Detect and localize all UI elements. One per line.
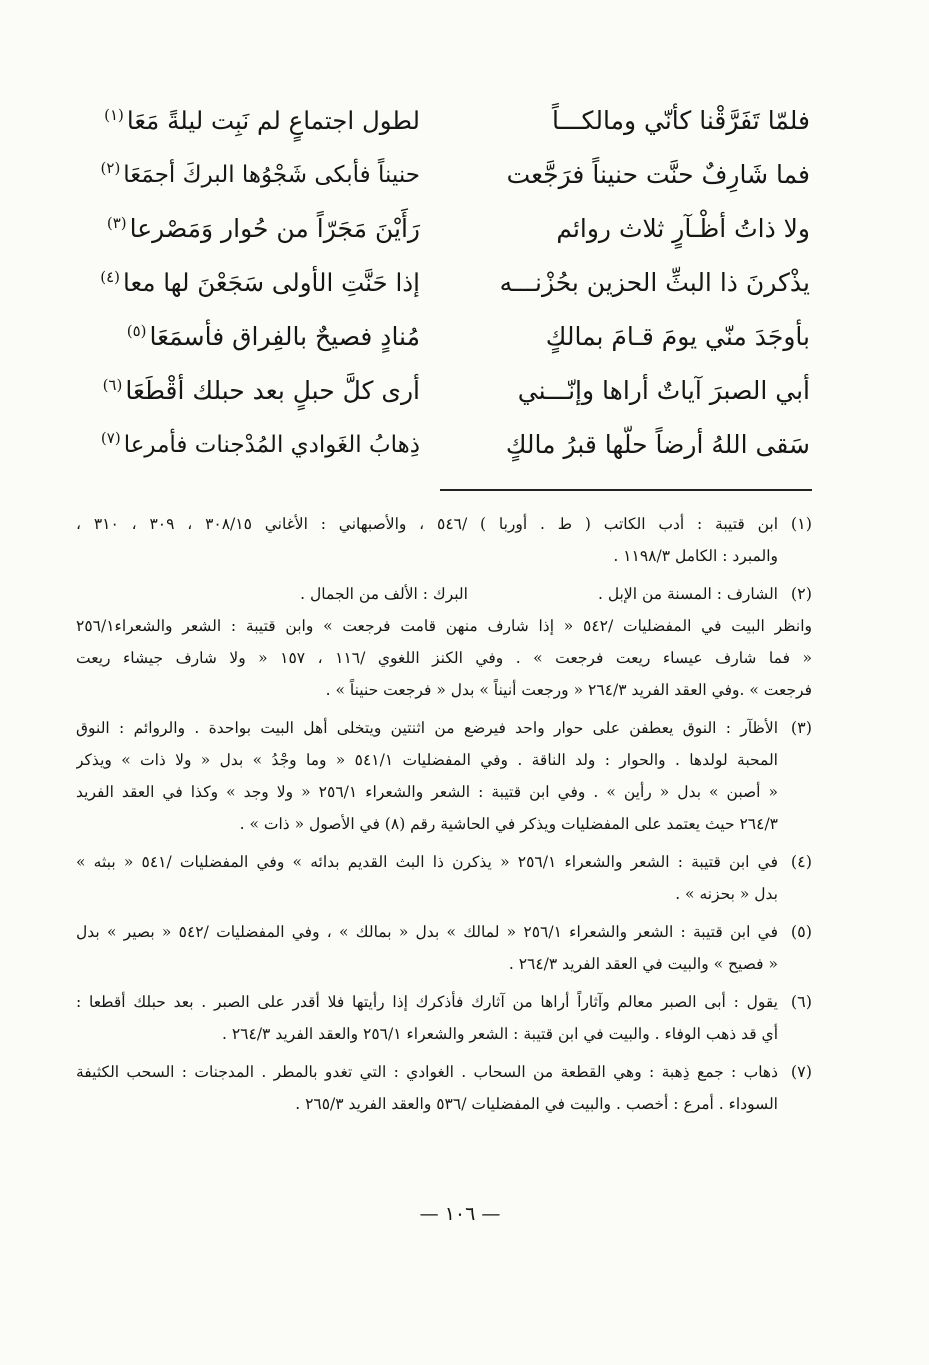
footnote xyxy=(76,1056,812,1120)
footnote-gloss: البرك : الألف من الجمال . xyxy=(300,585,468,603)
verse-first-hemistich: فلمّا تَفَرَّقْنا كأنّي ومالكـــاً xyxy=(551,106,810,135)
footnote-reference: (٦) xyxy=(102,375,123,394)
footnote-number: (٤) xyxy=(790,852,812,871)
verse-row xyxy=(70,368,810,422)
footnote-number: (٣) xyxy=(790,718,812,737)
footnote-line: ذهاب : جمع ذِهبة : وهي القطعة من السحاب . الغوادي : التي تغدو بالمطر . المدجنات : السحب الكثيفة xyxy=(76,1063,778,1081)
footnote-line: « أصبن » بدل « رأين » . وفي ابن قتيبة : الشعر والشعراء ٢٥٦/١ « ولا وجد » وكذا في العقد الفريد xyxy=(76,783,778,801)
footnote-reference: (١) xyxy=(104,105,124,124)
footnote-line: وانظر البيت في المفضليات /٥٤٢ « إذا شارف منهن قامت فرجعت » وابن قتيبة : الشعر والشعراء٢٥٦/١ xyxy=(76,617,812,635)
verse-row xyxy=(70,206,810,260)
verse-row xyxy=(70,152,810,206)
footnote-number: (١) xyxy=(790,514,812,533)
verse-second-text: مُنادٍ فصيحٌ بالفِراق فأسمَعَا xyxy=(149,322,420,351)
footnote-reference: (٢) xyxy=(100,159,121,178)
footnote-reference: (٥) xyxy=(126,321,147,340)
footnote-body xyxy=(76,916,778,980)
footnote-body xyxy=(76,1056,778,1120)
footnote-gloss-row xyxy=(76,578,778,610)
footnote-body xyxy=(76,578,778,610)
footnote-number: (٥) xyxy=(790,922,812,941)
verse-second-hemistich xyxy=(100,152,420,198)
footnote-number: (٧) xyxy=(790,1062,812,1081)
verse-first-hemistich: فما شَارِفٌ حنَّت حنيناً فرَجَّعت xyxy=(506,160,810,189)
footnote-line: ابن قتيبة : أدب الكاتب ( ط . أوربا ) /٥٤٦ ، والأصبهاني : الأغاني ٣٠٨/١٥ ، ٣٠٩ ، ٣١٠ ، xyxy=(76,515,778,533)
footnote-divider xyxy=(440,489,812,491)
verse-row xyxy=(70,98,810,152)
footnote-line: « فصيح » والبيت في العقد الفريد ٢٦٤/٣ . xyxy=(508,955,778,973)
footnote-reference: (٤) xyxy=(100,267,121,286)
verse-row xyxy=(70,314,810,368)
page-number: — ١٠٦ — xyxy=(419,1203,501,1225)
footnote-line: ٢٦٤/٣ حيث يعتمد على المفضليات ويذكر في الحاشية رقم (٨) في الأصول « ذات » . xyxy=(239,815,778,833)
verse-first-hemistich: ولا ذاتُ أظْـآرٍ ثلاث روائم xyxy=(556,214,810,243)
footnote-body xyxy=(76,508,778,572)
verse-second-hemistich xyxy=(100,98,420,144)
footnotes xyxy=(76,508,812,1126)
footnote-line: السوداء . أمرع : أخصب . والبيت في المفضليات /٥٣٦ والعقد الفريد ٢٦٥/٣ . xyxy=(295,1095,778,1113)
footnote xyxy=(76,846,812,910)
footnote-reference: (٧) xyxy=(100,429,121,448)
footnote xyxy=(76,712,812,840)
footnote-line: بدل « بحزنه » . xyxy=(675,885,778,903)
footnote-line: أي قد ذهب الوفاء . والبيت في ابن قتيبة : الشعر والشعراء ٢٥٦/١ والعقد الفريد ٢٦٤/٣ . xyxy=(222,1025,778,1043)
footnote-body xyxy=(76,610,812,706)
verse-first-hemistich: أبي الصبرَ آياتٌ أراها وإنّـــني xyxy=(517,376,810,405)
footnote-gloss: الشارف : المسنة من الإبل . xyxy=(597,585,778,603)
verse-second-hemistich xyxy=(100,206,420,252)
verse-row xyxy=(70,422,810,476)
verse-second-text: حنيناً فأبكى شَجْوُها البركَ أجمَعَا xyxy=(123,162,420,188)
verse-second-hemistich xyxy=(100,422,420,468)
footnote-line: والمبرد : الكامل ١١٩٨/٣ . xyxy=(613,547,778,565)
verse-second-text: إذا حَنَّتِ الأولى سَجَعْنَ لها معا xyxy=(123,268,420,297)
footnote-line: يقول : أبى الصبر معالم وآثاراً أراها من آثارك فأذكرك إذا رأيتها فلا أقدر على الصبر . بعد حبلك أقطعا : xyxy=(76,993,778,1011)
footnote-number: (٢) xyxy=(790,584,812,603)
verse-first-hemistich: بأوجَدَ منّي يومَ قـامَ بمالكٍ xyxy=(545,322,810,351)
verse-second-hemistich xyxy=(100,368,420,414)
verse-second-hemistich xyxy=(100,314,420,360)
verse-second-hemistich xyxy=(100,260,420,306)
footnote-reference: (٣) xyxy=(106,213,127,232)
footnote-line: في ابن قتيبة : الشعر والشعراء ٢٥٦/١ « لمالك » بدل « بمالك » ، وفي المفضليات /٥٤٢ « بصير » بدل xyxy=(76,923,778,941)
footnote-line: « فما شارف عيساء ريعت فرجعت » . وفي الكنز اللغوي /١١٦ ، ١٥٧ « ولا شارف جيشاء ريعت xyxy=(76,649,812,667)
verse-first-hemistich: سَقى اللهُ أرضاً حلّها قبرُ مالكٍ xyxy=(505,430,810,459)
footnote xyxy=(76,578,812,610)
footnote-line: المحبة لولدها . والحوار : ولد الناقة . وفي المفضليات ٥٤١/١ « وما وجْدُ » بدل « ولا ذات » ويذكر xyxy=(76,751,778,769)
poem-verses xyxy=(70,98,810,476)
footnote-line: فرجعت » .وفي العقد الفريد ٢٦٤/٣ « ورجعت أنيناً » بدل « فرجعت حنيناً » . xyxy=(325,681,812,699)
footnote-number: (٦) xyxy=(790,992,812,1011)
footnote xyxy=(76,916,812,980)
footnote xyxy=(76,986,812,1050)
verse-first-hemistich: يذْكرنَ ذا البثِّ الحزين بحُزْنـــه xyxy=(499,268,810,297)
footnote-line: الأظآر : النوق يعطفن على حوار واحد فيرضع من اثنتين ويتخلى أهل البيت بواحدة . والروائم : النوق xyxy=(76,719,778,737)
verse-row xyxy=(70,260,810,314)
footnote-body xyxy=(76,986,778,1050)
verse-second-text: رَأَيْنَ مَجَرّاً من حُوار وَمَصْرعا xyxy=(129,214,420,243)
footnote xyxy=(76,508,812,572)
footnote-line: في ابن قتيبة : الشعر والشعراء ٢٥٦/١ « يذكرن ذا البث القديم بدائه » وفي المفضليات /٥٤١ « ببثه » xyxy=(76,853,778,871)
footnote-body xyxy=(76,712,778,840)
footnote-body xyxy=(76,846,778,910)
footnote-continuation xyxy=(76,610,812,706)
verse-second-text: لطول اجتماعٍ لم نَبِت ليلةً مَعَا xyxy=(126,106,420,135)
verse-second-text: أرى كلَّ حبلٍ بعد حبلك أقْطَعَا xyxy=(125,376,420,405)
verse-second-text: ذِهابُ الغَوادي المُدْجنات فأمرعا xyxy=(123,432,420,458)
